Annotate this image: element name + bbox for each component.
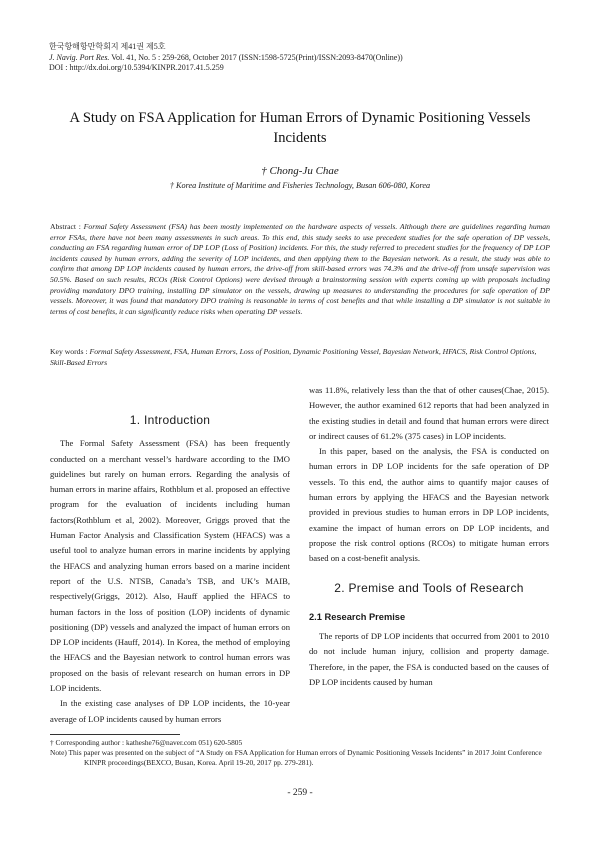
page-number: - 259 - <box>287 788 313 798</box>
left-column <box>50 413 290 727</box>
section-heading-premise: 2. Premise and Tools of Research <box>334 580 524 595</box>
abstract-label: Abstract : <box>50 222 84 231</box>
abstract-text: Formal Safety Assessment (FSA) has been mostly implemented on the hardware aspects of vessels. Although there are guidelines regarding human error FSAs, there have not been many assessments in such areas. To this end, this study seeks to use precedent studies for the safe operation of DP vessels, conducting an FSA regarding human error of DP LOP (Loss of Position) incidents. For this, the study referred to precedent studies for the frequency of DP LOP incidents caused by human errors, adding the severity of LOP incidents, and then applying them to the Bayesian network. As a result, the study was able to confirm that among DP LOP incidents caused by human errors, the drive-off from skill-based errors was 74.3% and the drive-off from unsafe supervision was 50.5%. Based on such results, RCOs (Risk Control Options) were devised through a brainstorming session with experts coming up with proposals including providing mandatory DPO training, installing DP simulator on the vessels, drawing up measures to understanding the procedures for safe operation of DP vessels. Moreover, it was found that mandatory DPO training is reasonable in terms of cost benefits and that while installing a DP simulator is not suitable in terms of cost benefits, it can significantly reduce risks when operating DP vessels. <box>50 222 550 316</box>
journal-volume-info: Vol. 41, No. 5 : 259-268, October 2017 (ISSN:1598-5725(Print)/ISSN:2093-8470(Online)) <box>109 52 403 62</box>
paragraph: In this paper, based on the analysis, the FSA is conducted on human errors in DP LOP incidents for the safe operation of DP vessels. To this end, the author aims to quantify major causes of human errors by applying the HFACS and the Bayesian network provided in previous studies to human errors in DP LOP incidents, examine the impact of human errors on DP LOP incidents, and propose the risk control options (RCOs) to mitigate human errors based on a cost-benefit analysis. <box>309 446 549 564</box>
paragraph: The reports of DP LOP incidents that occurred from 2001 to 2010 do not include human injury, collision and property damage. Therefore, in the paper, the FSA is conducted based on the causes of DP LOP incidents caused by human <box>309 631 549 688</box>
affiliation: † Korea Institute of Maritime and Fisheries Technology, Busan 606-080, Korea <box>169 181 431 190</box>
subsection-heading: 2.1 Research Premise <box>309 611 406 622</box>
footnote-divider <box>50 734 180 735</box>
keywords <box>50 347 550 368</box>
doi: DOI : http://dx.doi.org/10.5394/KINPR.2017.41.5.259 <box>49 63 224 72</box>
corresponding-author-note: † Corresponding author : katheshe76@naver.com 051) 620-5805 <box>50 738 243 747</box>
journal-abbrev: J. Navig. Port Res. <box>49 52 110 62</box>
abstract <box>50 222 550 317</box>
journal-header <box>49 42 549 74</box>
author: † Chong-Ju Chae <box>261 165 339 177</box>
right-column <box>309 383 549 690</box>
paragraph: The Formal Safety Assessment (FSA) has been frequently conducted on a merchant vessel’s hardware according to the IMO guidelines but rarely on human errors. Regarding the analysis of human errors in marine affairs, Rothblum et al. proposed an effective program for the evaluation of incidents including human factors(Rothblum et al, 2002). Moreover, Griggs proved that the Human Factor Analysis and Classification System (HFACS) was a useful tool to analyze human errors in marine incidents by applying the HFACS and analyzing human errors based on a marine incident report of the U.S. NTSB, Canada’s TSB, and UK’s MAIB, respectively(Griggs, 2012). Also, Hauff applied the HFACS to human factors in the loss of position (LOP) incidents of dynamic positioning (DP) vessels and analyzed the impact of human errors on DP LOP incidents (Hauff, 2014). In Korea, the method of employing the HFACS and the Bayesian network to control human errors was proposed on the basis of relevant research on human errors in DP LOP incidents. <box>50 438 290 694</box>
section-heading-introduction: 1. Introduction <box>129 413 211 427</box>
paragraph: In the existing case analyses of DP LOP incidents, the 10-year average of LOP incidents caused by human errors <box>50 698 290 724</box>
paragraph: was 11.8%, relatively less than the that of other causes(Chae, 2015). However, the author examined 612 reports that had been analyzed in the existing studies in detail and found that human errors were direct or indirect causes of 61.2% (375 cases) in LOP incidents. <box>309 385 549 441</box>
presentation-note: Note) This paper was presented on the subject of “A Study on FSA Application for Human errors of Dynamic Positioning Vessels Incidents” in 2017 Joint Conference KINPR proceedings(BEXCO, Busan, Korea. April 19-20, 2017 pp. 279-281). <box>50 748 542 768</box>
keywords-text: Formal Safety Assessment, FSA, Human Errors, Loss of Position, Dynamic Positioning Vessel, Bayesian Network, HFACS, Risk Control Options, Skill-Based Errors <box>50 347 537 367</box>
journal-korean-title: 한국항해항만학회지 제41권 제5호 <box>49 42 166 51</box>
footnotes <box>50 738 550 769</box>
paper-title: A Study on FSA Application for Human Errors of Dynamic Positioning Vessels Incidents <box>69 110 531 146</box>
journal-citation <box>49 53 549 64</box>
keywords-label: Key words : <box>50 347 90 356</box>
